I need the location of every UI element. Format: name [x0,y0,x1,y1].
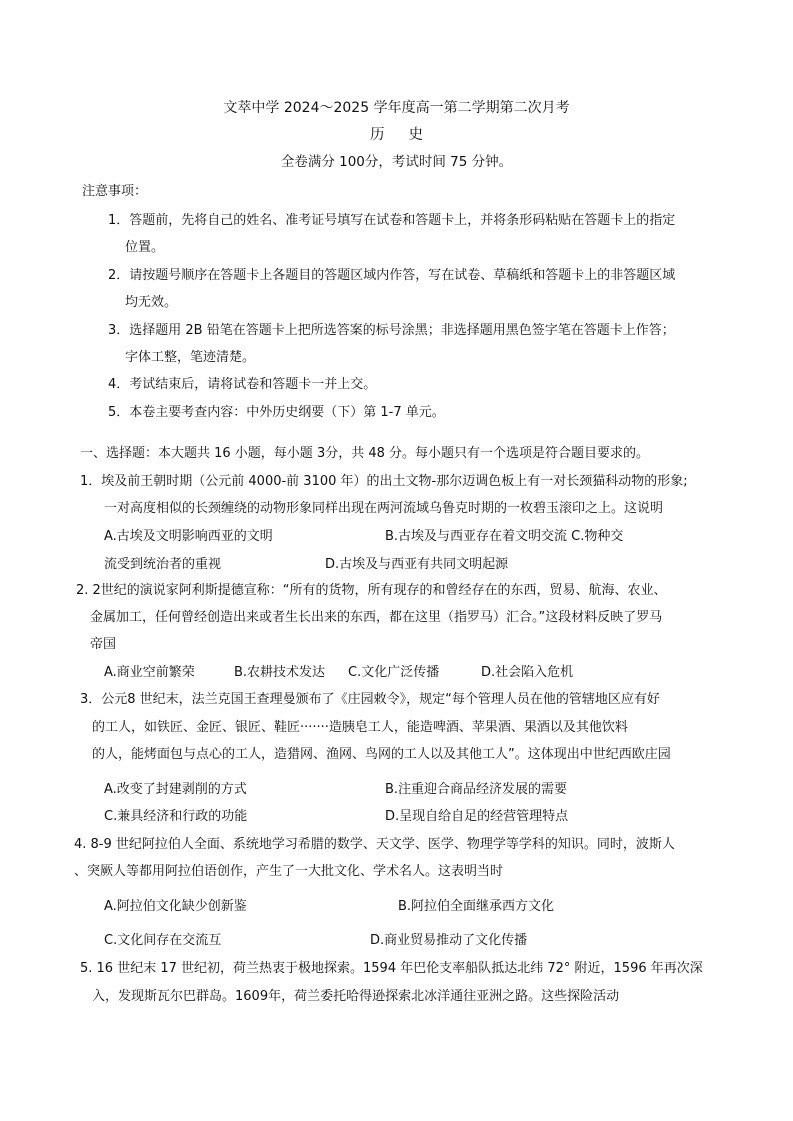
section-heading: 一、选择题：本大题共 16 小题，每小题 3分，共 48 分。每小题只有一个选项是符合题目要求的。 [80,446,650,461]
question-1-option-c-cont: 流受到统治者的重视 [104,557,222,572]
notice-item-2-cont: 均无效。 [125,295,178,310]
question-1-option-b: B.古埃及与西亚存在着文明交流 C.物种交 [385,529,624,544]
question-1-option-d: D.古埃及与西亚有共同文明起源 [325,557,509,572]
question-2-line-2: 金属加工，任何曾经创造出来或者生长出来的东西，都在这里（指罗马）汇合。”这段材料反映了罗马 [90,610,663,625]
question-5-line-2: 入，发现斯瓦尔巴群岛。1609年，荷兰委托哈得逊探索北冰洋通往亚洲之路。这些探险活动 [92,989,620,1004]
question-3-option-b: B.注重迎合商品经济发展的需要 [385,782,568,797]
question-3-option-d: D.呈现自给自足的经营管理特点 [385,809,569,824]
question-2-option-b: B.农耕技术发达 [234,665,326,680]
question-4-line-2: 、突厥人等都用阿拉伯语创作，产生了一大批文化、学术名人。这表明当时 [74,864,504,879]
notice-item-3-cont: 字体工整，笔迹清楚。 [125,350,256,365]
question-4-option-d: D.商业贸易推动了文化传播 [370,933,528,948]
notice-item-5: 5．本卷主要考查内容：中外历史纲要（下）第 1-7 单元。 [108,405,445,420]
question-5-line-1: 5. 16 世纪末 17 世纪初，荷兰热衷于极地探索。1594 年巴伦支率船队抵达北纬 72° 附近，1596 年再次深 [80,961,703,976]
question-3-line-1: 3．公元8 世纪末，法兰克国王查理曼颁布了《庄园敕令》，规定“每个管理人员在他的管辖地区应有好 [80,692,660,707]
notice-item-2: 2．请按题号顺序在答题卡上各题目的答题区域内作答，写在试卷、草稿纸和答题卡上的非答题区域 [108,268,676,283]
question-3-line-3: 的人，能烤面包与点心的工人，造猎网、渔网、鸟网的工人以及其他工人”。这体现出中世纪西欧庄园 [92,747,671,762]
question-4-option-b: B.阿拉伯全面继承西方文化 [398,899,555,914]
question-2-option-c: C.文化广泛传播 [348,665,440,680]
question-2-option-d: D.社会陷入危机 [481,665,574,680]
question-4-option-c: C.文化间存在交流互 [104,933,222,948]
question-1-line-2: 一对高度相似的长颈缠绕的动物形象同样出现在两河流域乌鲁克时期的一枚碧玉滚印之上。这说明 [104,501,664,516]
question-3-line-2: 的工人，如铁匠、金匠、银匠、鞋匠·······造胰皂工人，能造啤酒、苹果酒、果酒以及其他饮料 [92,720,628,735]
exam-title: 文萃中学 2024～2025 学年度高一第二学期第二次月考 [223,100,570,116]
question-3-option-a: A.改变了封建剥削的方式 [104,782,247,797]
exam-info: 全卷满分 100分，考试时间 75 分钟。 [280,154,513,170]
notice-item-1-cont: 位置。 [125,240,165,255]
question-1-option-a: A.古埃及文明影响西亚的文明 [104,529,273,544]
notice-item-3: 3．选择题用 2B 铅笔在答题卡上把所选答案的标号涂黑；非选择题用黑色签字笔在答题卡上作答； [108,323,675,338]
notice-heading: 注意事项： [82,184,148,199]
question-4-option-a: A.阿拉伯文化缺少创新鉴 [104,899,247,914]
question-2-line-3: 帝国 [90,637,117,652]
notice-item-1: 1．答题前，先将自己的姓名、准考证号填写在试卷和答题卡上，并将条形码粘贴在答题卡上的指定 [108,213,676,228]
question-3-option-c: C.兼具经济和行政的功能 [104,809,248,824]
question-2-line-1: 2. 2世纪的演说家阿利斯提德宣称：“所有的货物，所有现存的和曾经存在的东西，贸易、航海、农业、 [76,583,667,598]
question-4-line-1: 4. 8-9 世纪阿拉伯人全面、系统地学习希腊的数学、天文学、医学、物理学等学科的知识。同时，波斯人 [74,837,675,852]
notice-item-4: 4．考试结束后，请将试卷和答题卡一并上交。 [108,377,377,392]
question-1-line-1: 1．埃及前王朝时期（公元前 4000-前 3100 年）的出土文物-那尔迈调色板上有一对长颈猫科动物的形象; [80,474,688,489]
subject-name: 历史 [370,127,447,143]
question-2-option-a: A.商业空前繁荣 [104,665,195,680]
